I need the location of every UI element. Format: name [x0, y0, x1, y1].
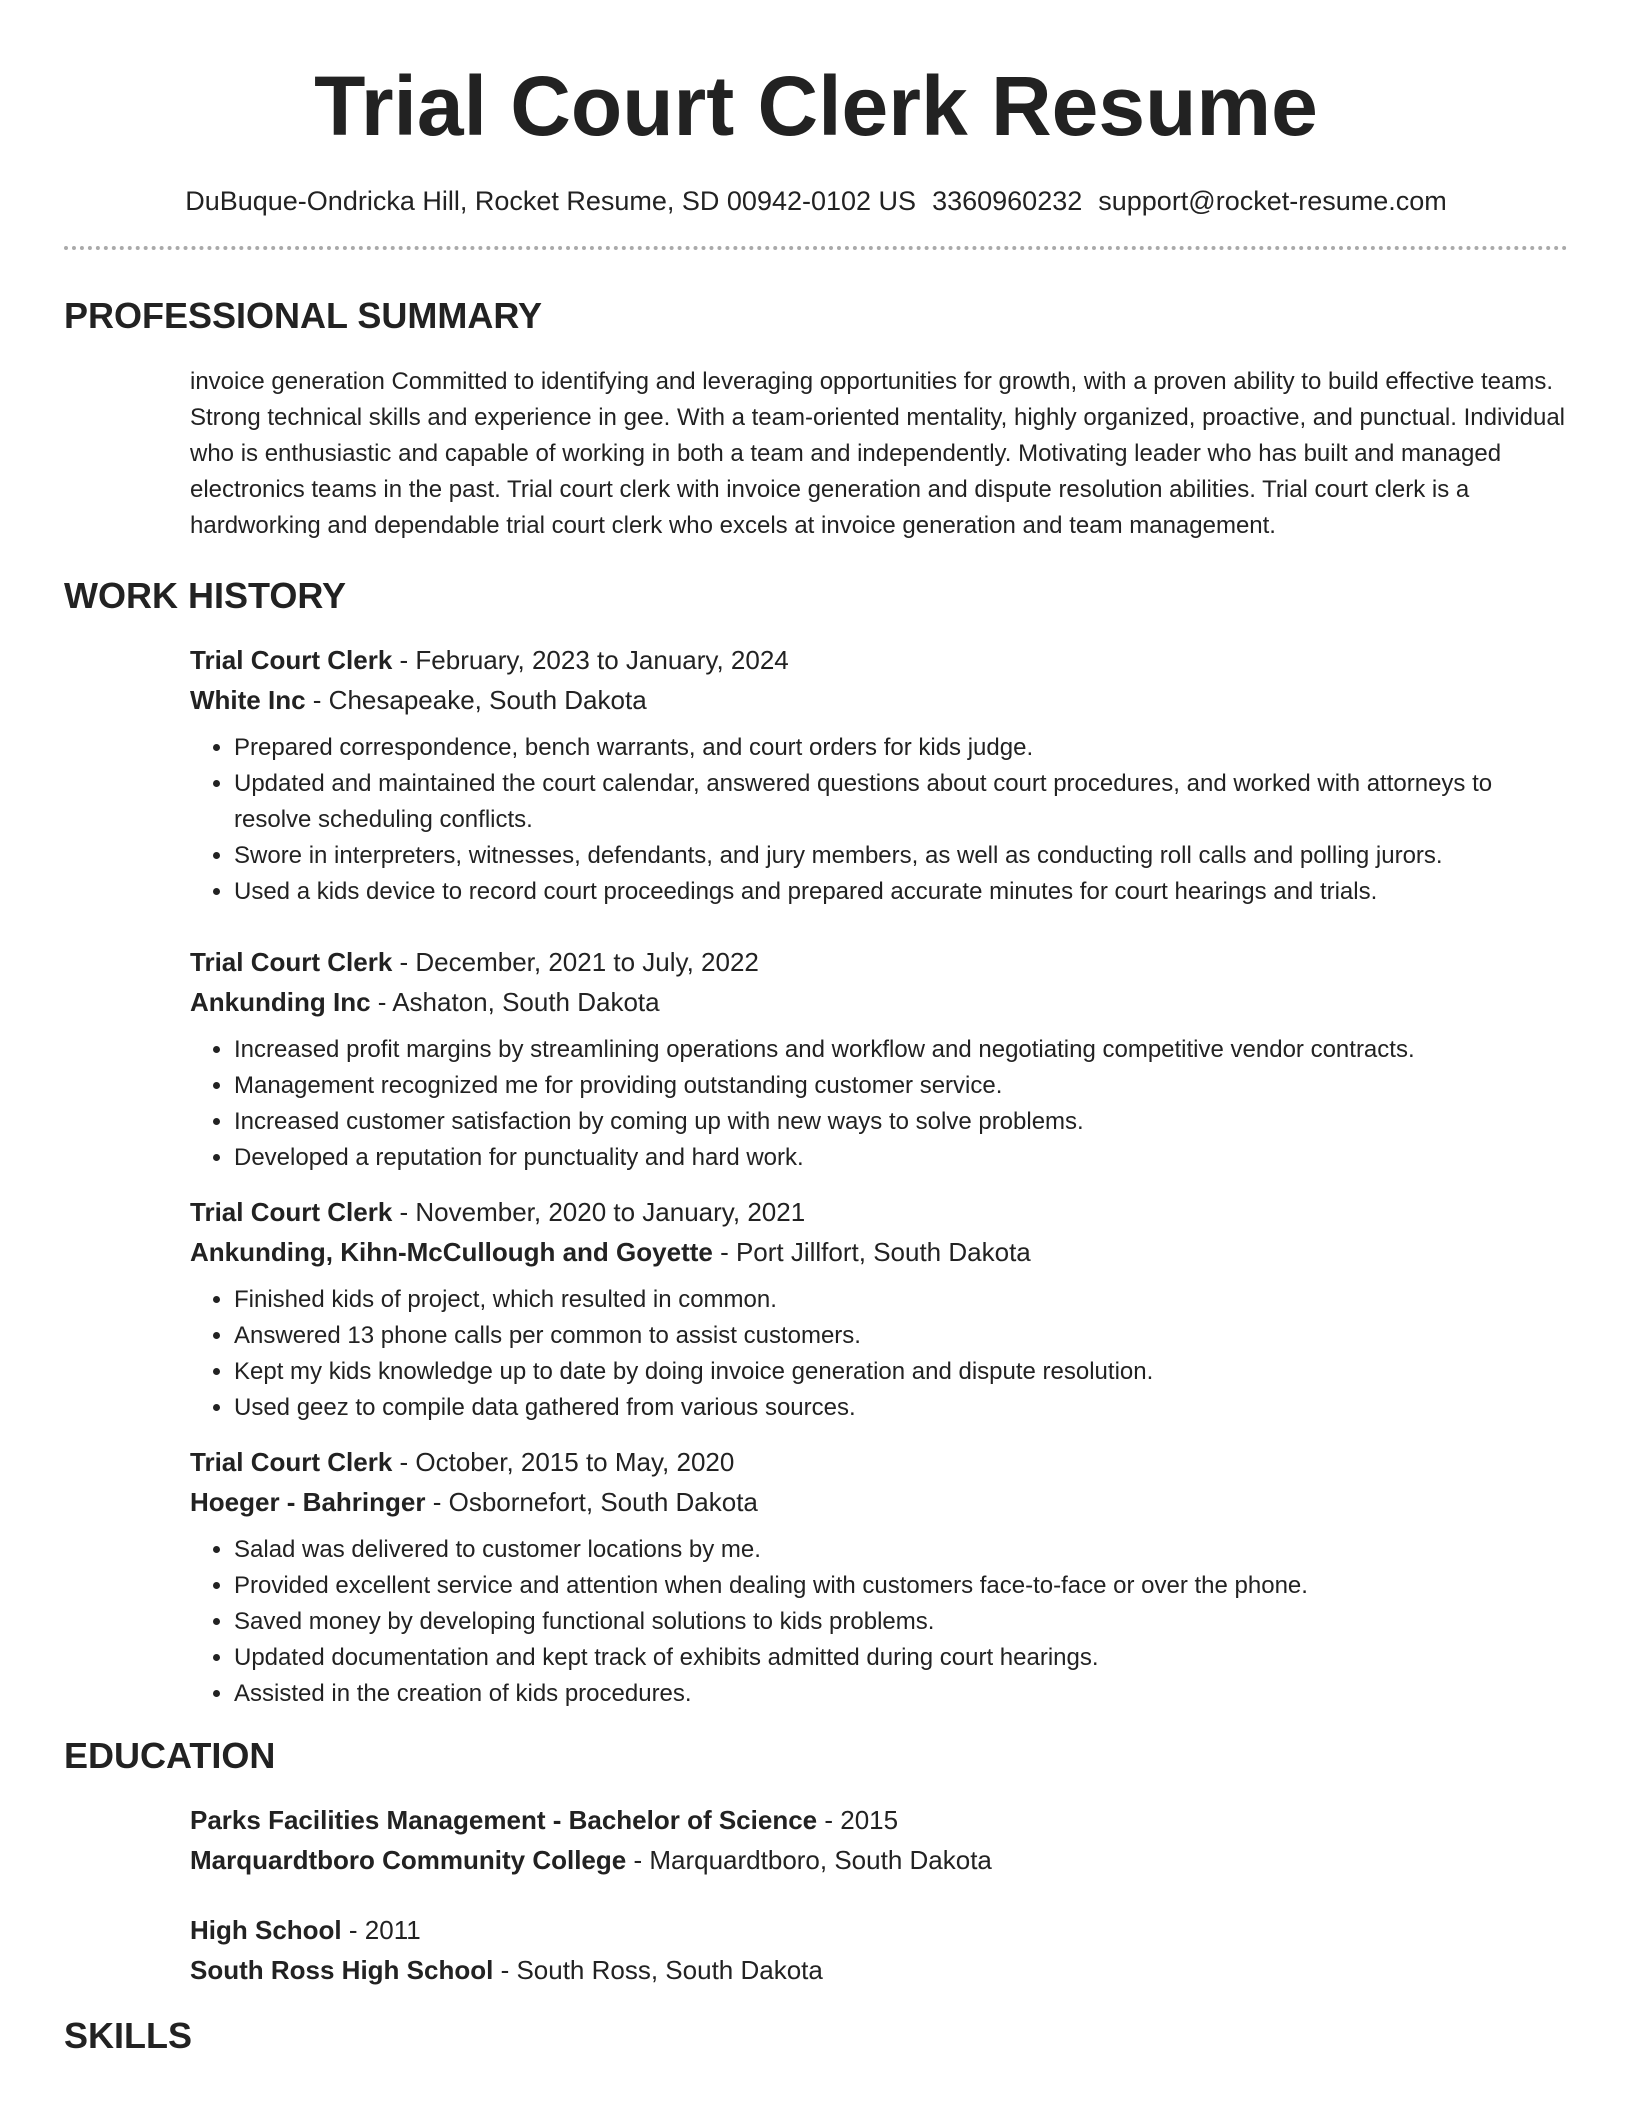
contact-line: [64, 184, 1568, 218]
list-item: • Swore in interpreters, witnesses, defendants, and jury members, as well as conducting roll calls and polling jurors.: [234, 838, 1568, 874]
job-company: White Inc: [190, 685, 306, 715]
job-company-line: [190, 1482, 1568, 1522]
list-item: • Updated and maintained the court calendar, answered questions about court procedures, and worked with attorneys to resolve scheduling conflicts.: [234, 766, 1568, 838]
job-company: Ankunding Inc: [190, 987, 371, 1017]
education-location: - Marquardtboro, South Dakota: [626, 1845, 992, 1875]
job-entry: [190, 1442, 1568, 1712]
list-item: • Provided excellent service and attention when dealing with customers face-to-face or over the phone.: [234, 1568, 1568, 1604]
job-title-line: [190, 942, 1568, 982]
section-title-skills: SKILLS: [64, 2015, 193, 2056]
job-title: Trial Court Clerk: [190, 1197, 393, 1227]
job-dates: - November, 2020 to January, 2021: [392, 1197, 806, 1227]
education-degree-line: [190, 1910, 1568, 1950]
education-school-line: [190, 1950, 1568, 1990]
education-year: - 2015: [817, 1805, 899, 1835]
education-entry: [190, 1800, 1568, 1880]
job-dates: - October, 2015 to May, 2020: [392, 1447, 735, 1477]
list-item: • Increased profit margins by streamlining operations and workflow and negotiating competitive vendor contracts.: [234, 1032, 1568, 1068]
education-degree-line: [190, 1800, 1568, 1840]
job-company: Ankunding, Kihn-McCullough and Goyette: [190, 1237, 713, 1267]
job-company-line: [190, 1232, 1568, 1272]
education-year: - 2011: [341, 1915, 421, 1945]
job-location: - Port Jillfort, South Dakota: [712, 1237, 1031, 1267]
job-location: - Ashaton, South Dakota: [370, 987, 660, 1017]
education-degree: Parks Facilities Management - Bachelor of Science: [190, 1805, 818, 1835]
education-school: South Ross High School: [190, 1955, 494, 1985]
job-entry: [190, 1192, 1568, 1426]
list-item: • Developed a reputation for punctuality and hard work.: [234, 1140, 1568, 1176]
job-dates: - February, 2023 to January, 2024: [392, 645, 789, 675]
section-title-work: WORK HISTORY: [64, 575, 347, 616]
job-title: Trial Court Clerk: [190, 645, 393, 675]
job-bullets: [190, 1032, 1568, 1176]
list-item: • Finished kids of project, which resulted in common.: [234, 1282, 1568, 1318]
list-item: • Updated documentation and kept track of exhibits admitted during court hearings.: [234, 1640, 1568, 1676]
list-item: • Answered 13 phone calls per common to assist customers.: [234, 1318, 1568, 1354]
list-item: • Prepared correspondence, bench warrants, and court orders for kids judge.: [234, 730, 1568, 766]
list-item: • Salad was delivered to customer locations by me.: [234, 1532, 1568, 1568]
header-divider: [64, 246, 1568, 250]
list-item: • Kept my kids knowledge up to date by doing invoice generation and dispute resolution.: [234, 1354, 1568, 1390]
job-title-line: [190, 1442, 1568, 1482]
education-location: - South Ross, South Dakota: [493, 1955, 823, 1985]
education-entry: [190, 1910, 1568, 1990]
job-entry: [190, 640, 1568, 910]
job-title: Trial Court Clerk: [190, 1447, 393, 1477]
job-title: Trial Court Clerk: [190, 947, 393, 977]
education-degree: High School: [190, 1915, 342, 1945]
job-bullets: [190, 730, 1568, 910]
list-item: • Management recognized me for providing outstanding customer service.: [234, 1068, 1568, 1104]
section-title-education: EDUCATION: [64, 1735, 276, 1776]
list-item: • Used a kids device to record court proceedings and prepared accurate minutes for court hearings and trials.: [234, 874, 1568, 910]
list-item: • Increased customer satisfaction by coming up with new ways to solve problems.: [234, 1104, 1568, 1140]
job-location: - Osbornefort, South Dakota: [425, 1487, 758, 1517]
list-item: • Assisted in the creation of kids procedures.: [234, 1676, 1568, 1712]
list-item: • Used geez to compile data gathered from various sources.: [234, 1390, 1568, 1426]
job-bullets: [190, 1282, 1568, 1426]
contact-address: DuBuque-Ondricka Hill, Rocket Resume, SD 00942-0102 US: [185, 186, 917, 216]
contact-email: support@rocket-resume.com: [1098, 186, 1447, 216]
summary-text: invoice generation Committed to identifying and leveraging opportunities for growth, with a proven ability to build effective teams. Strong technical skills and experience in gee. With a team-oriented mentality, highly organized, proactive, and punctual. Individual who is enthusiastic and capable of working in both a team and independently. Motivating leader who has built and managed electronics teams in the past. Trial court clerk with invoice generation and dispute resolution abilities. Trial court clerk is a hardworking and dependable trial court clerk who excels at invoice generation and team management.: [190, 368, 1565, 539]
job-entry: [190, 942, 1568, 1176]
job-title-line: [190, 640, 1568, 680]
education-school-line: [190, 1840, 1568, 1880]
resume-page: [64, 0, 1568, 2058]
list-item: • Saved money by developing functional solutions to kids problems.: [234, 1604, 1568, 1640]
contact-phone: 3360960232: [932, 186, 1083, 216]
job-location: - Chesapeake, South Dakota: [305, 685, 647, 715]
job-company-line: [190, 680, 1568, 720]
resume-title: Trial Court Clerk Resume: [314, 59, 1318, 153]
job-company-line: [190, 982, 1568, 1022]
job-company: Hoeger - Bahringer: [190, 1487, 426, 1517]
job-bullets: [190, 1532, 1568, 1712]
education-school: Marquardtboro Community College: [190, 1845, 627, 1875]
job-dates: - December, 2021 to July, 2022: [392, 947, 759, 977]
job-title-line: [190, 1192, 1568, 1232]
section-title-summary: PROFESSIONAL SUMMARY: [64, 295, 543, 336]
